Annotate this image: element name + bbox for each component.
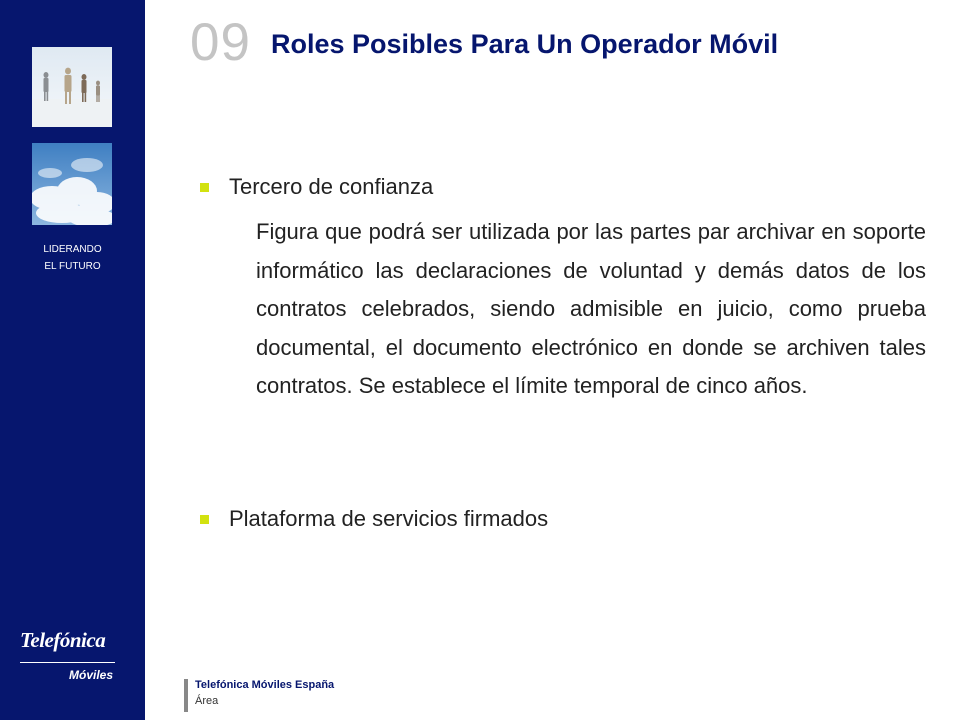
sidebar <box>0 0 145 720</box>
bullet-label: Plataforma de servicios firmados <box>229 506 549 531</box>
square-bullet-icon <box>200 515 209 524</box>
people-walking-photo <box>32 47 112 127</box>
bullet-item-plataforma <box>200 506 548 532</box>
people-walking-image <box>32 47 112 127</box>
bullet-item-tercero <box>200 174 433 200</box>
bullet-label: Tercero de confianza <box>229 174 434 199</box>
tagline-line-2: EL FUTURO <box>44 261 101 272</box>
tagline-line-1: LIDERANDO <box>43 244 102 255</box>
footer-area: Área <box>195 695 219 707</box>
bullet-description: Figura que podrá ser utilizada por las partes par archivar en soporte informático las declaraciones de voluntad y demás datos de los contratos celebrados, siendo admisible en juicio, como prueba documental, el documento electrónico en donde se archiven tales contratos. Se establece el límite temporal de cinco años. <box>256 219 926 398</box>
logo-brand-text: Telefónica <box>20 628 106 652</box>
logo-sub-text: Móviles <box>69 668 114 682</box>
slide-title: Roles Posibles Para Un Operador Móvil <box>271 29 779 59</box>
footer-divider <box>184 679 188 712</box>
logo-divider <box>20 662 115 663</box>
square-bullet-icon <box>200 183 209 192</box>
clouds-image <box>32 143 112 225</box>
slide-number: 09 <box>190 13 251 72</box>
clouds-photo <box>32 143 112 225</box>
footer-company: Telefónica Móviles España <box>195 679 335 691</box>
telefonica-moviles-logo <box>20 628 130 688</box>
sidebar-tagline <box>0 241 145 275</box>
